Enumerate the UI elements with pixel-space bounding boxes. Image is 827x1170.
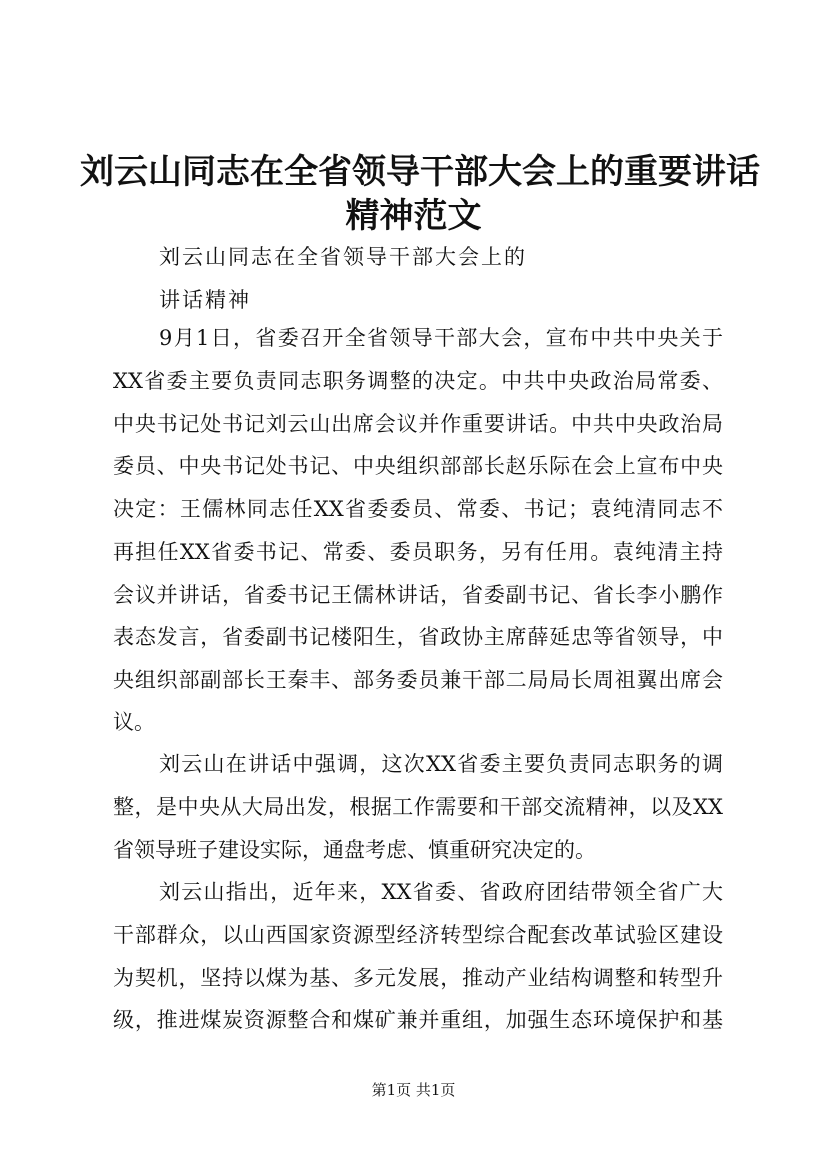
paragraph-2-line-3: 省领导班子建设实际，通盘考虑、慎重研究决定的。 [113, 838, 596, 862]
paragraph-1-line-8: 表态发言，省委副书记楼阳生，省政协主席薛延忠等省领导，中 [113, 625, 723, 649]
document-title-line-2: 精神范文 [345, 196, 482, 236]
paragraph-1-line-4: 委员、中央书记处书记、中央组织部部长赵乐际在会上宣布中央 [113, 454, 723, 478]
paragraph-1-line-6: 再担任XX省委书记、常委、委员职务，另有任用。袁纯清主持 [113, 540, 723, 564]
subheading-line-2: 讲话精神 [159, 288, 251, 312]
paragraph-3-line-1: 刘云山指出，近年来，XX省委、省政府团结带领全省广大 [159, 880, 723, 904]
paragraph-3-line-4: 级，推进煤炭资源整合和煤矿兼并重组，加强生态环境保护和基 [113, 1008, 723, 1032]
paragraph-2-line-2: 整，是中央从大局出发，根据工作需要和干部交流精神，以及XX [113, 795, 723, 819]
paragraph-1-line-10: 议。 [113, 710, 155, 734]
paragraph-3-line-3: 为契机，坚持以煤为基、多元发展，推动产业结构调整和转型升 [113, 966, 723, 990]
document-title-line-1: 刘云山同志在全省领导干部大会上的重要讲话 [80, 152, 760, 192]
paragraph-3-line-2: 干部群众，以山西国家资源型经济转型综合配套改革试验区建设 [113, 923, 723, 947]
paragraph-2-line-1: 刘云山在讲话中强调，这次XX省委主要负责同志职务的调 [159, 752, 723, 776]
paragraph-1-line-2: XX省委主要负责同志职务调整的决定。中共中央政治局常委、 [113, 369, 723, 393]
paragraph-1-line-7: 会议并讲话，省委书记王儒林讲话，省委副书记、省长李小鹏作 [113, 583, 723, 607]
paragraph-1-line-9: 央组织部副部长王秦丰、部务委员兼干部二局局长周祖翼出席会 [113, 668, 723, 692]
paragraph-1-line-1: 9月1日，省委召开全省领导干部大会，宣布中共中央关于 [159, 326, 723, 350]
subheading-line-1: 刘云山同志在全省领导干部大会上的 [159, 245, 527, 269]
paragraph-1-line-3: 中央书记处书记刘云山出席会议并作重要讲话。中共中央政治局 [113, 412, 723, 436]
page-footer: 第1页 共1页 [371, 1081, 456, 1099]
paragraph-1-line-5: 决定：王儒林同志任XX省委委员、常委、书记；袁纯清同志不 [113, 497, 723, 521]
